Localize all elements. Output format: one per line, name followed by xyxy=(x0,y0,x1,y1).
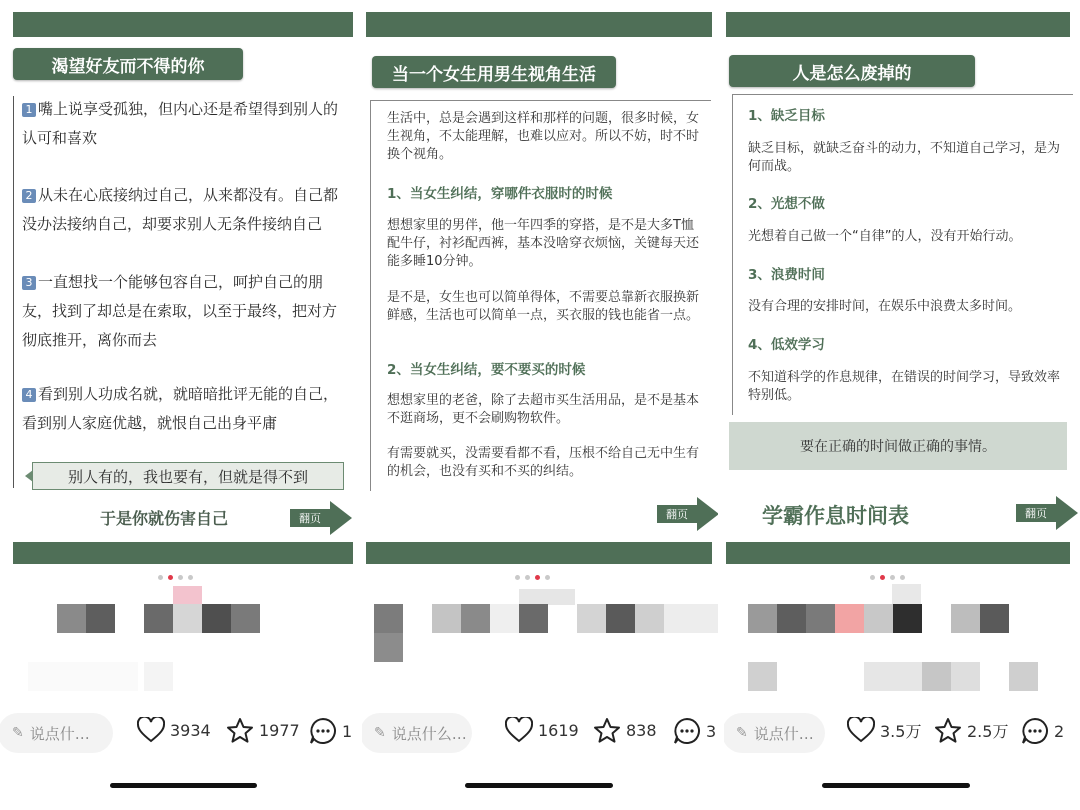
star-icon xyxy=(593,717,621,744)
post-title: 人是怎么废掉的 xyxy=(729,55,975,87)
number-badge: 4 xyxy=(22,388,36,402)
section-text: 没有合理的安排时间，在娱乐中浪费太多时间。 xyxy=(748,299,1022,314)
comment-count: 2 xyxy=(1054,721,1065,741)
comment-button[interactable] xyxy=(309,717,352,745)
number-badge: 1 xyxy=(22,103,36,117)
post-title: 当一个女生用男生视角生活 xyxy=(372,56,616,88)
pencil-icon: ✎ xyxy=(736,725,748,741)
comment-input[interactable] xyxy=(724,713,825,753)
favorite-button[interactable] xyxy=(593,717,657,744)
carousel-dots xyxy=(158,575,193,580)
section-heading: 2、当女生纠结，要不要买的时候 xyxy=(387,362,586,378)
post-panel-3 xyxy=(724,0,1080,810)
paragraph-line: 看到别人功成名就，就暗暗批评无能的自己， xyxy=(38,385,339,403)
header-bar xyxy=(366,12,712,37)
carousel-dot[interactable] xyxy=(158,575,163,580)
flip-page-button[interactable] xyxy=(657,497,718,531)
paragraph-line: 彻底推开，离你而去 xyxy=(22,331,158,349)
carousel-dot[interactable] xyxy=(890,575,895,580)
star-icon xyxy=(934,717,962,744)
footer-bar xyxy=(13,542,353,564)
carousel-dot[interactable] xyxy=(178,575,183,580)
section-heading: 2、光想不做 xyxy=(748,196,825,212)
section-heading: 1、当女生纠结，穿哪件衣服时的时候 xyxy=(387,186,613,202)
favorite-count: 1977 xyxy=(259,721,300,740)
heart-icon xyxy=(847,717,875,743)
favorite-button[interactable] xyxy=(934,717,1008,744)
quote-callout: 别人有的，我也要有，但就是得不到 xyxy=(32,462,344,490)
highlight-banner: 要在正确的时间做正确的事情。 xyxy=(729,422,1067,470)
paragraph-line: 没办法接纳自己，却要求别人无条件接纳自己 xyxy=(22,215,323,233)
home-indicator[interactable] xyxy=(822,783,970,788)
carousel-dot[interactable] xyxy=(515,575,520,580)
flip-page-button[interactable] xyxy=(290,501,354,535)
home-indicator[interactable] xyxy=(465,783,613,788)
comment-icon xyxy=(309,717,337,745)
flip-label: 翻页 xyxy=(290,509,330,527)
comment-placeholder: 说点什… xyxy=(753,724,814,743)
carousel-dot[interactable] xyxy=(525,575,530,580)
section-text: 光想着自己做一个“自律”的人，没有开始行动。 xyxy=(748,229,1022,244)
post-title: 渴望好友而不得的你 xyxy=(13,48,243,80)
comment-input[interactable] xyxy=(0,713,113,753)
footer-bar xyxy=(726,542,1070,564)
arrow-right-icon xyxy=(697,497,718,531)
comment-input[interactable] xyxy=(362,713,472,753)
intro-text: 生活中，总是会遇到这样和那样的问题，很多时候，女生视角，不太能理解，也难以应对。所以不妨，时不时换个视角。 xyxy=(387,111,700,162)
paragraph-line: 看到别人家庭优越，就恨自己出身平庸 xyxy=(22,414,278,432)
pencil-icon: ✎ xyxy=(374,725,386,741)
carousel-dots xyxy=(870,575,905,580)
heart-icon xyxy=(137,717,165,743)
section-text: 缺乏目标，就缺乏奋斗的动力，不知道自己学习，是为何而战。 xyxy=(748,141,1061,174)
carousel-dot[interactable] xyxy=(870,575,875,580)
comment-placeholder: 说点什么… xyxy=(391,724,467,743)
post-panel-2 xyxy=(362,0,718,810)
paragraph xyxy=(22,380,356,438)
section-text: 不知道科学的作息规律，在错误的时间学习，导致效率特别低。 xyxy=(748,370,1061,403)
comment-placeholder: 说点什… xyxy=(29,724,90,743)
like-button[interactable] xyxy=(137,717,211,743)
paragraph-line: 从未在心底接纳过自己，从来都没有。自己都 xyxy=(38,186,339,204)
section-heading: 4、低效学习 xyxy=(748,337,825,353)
comment-count: 1 xyxy=(342,721,353,741)
paragraph xyxy=(22,95,356,153)
favorite-count: 838 xyxy=(626,721,657,740)
paragraph-line: 认可和喜欢 xyxy=(22,129,98,147)
paragraph-line: 一直想找一个能够包容自己，呵护自己的朋 xyxy=(38,273,324,291)
comment-button[interactable] xyxy=(1021,717,1064,745)
carousel-dots xyxy=(515,575,550,580)
comment-icon xyxy=(673,717,701,745)
like-button[interactable] xyxy=(505,717,579,743)
comment-button[interactable] xyxy=(673,717,716,745)
arrow-right-icon xyxy=(1056,496,1078,530)
carousel-dot[interactable] xyxy=(900,575,905,580)
paragraph xyxy=(22,181,356,239)
carousel-dot-active[interactable] xyxy=(168,575,173,580)
like-button[interactable] xyxy=(847,717,921,743)
post-panel-1 xyxy=(0,0,356,810)
favorite-button[interactable] xyxy=(226,717,300,744)
flip-label: 翻页 xyxy=(1016,504,1056,522)
flip-page-button[interactable] xyxy=(1016,496,1080,530)
comment-count: 3 xyxy=(706,721,717,741)
footer-bar xyxy=(366,542,712,564)
section-heading: 3、浪费时间 xyxy=(748,267,825,283)
number-badge: 2 xyxy=(22,189,36,203)
section-text: 是不是，女生也可以简单得体，不需要总靠新衣服换新鲜感，生活也可以简单一点，买衣服的钱也能省一点。 xyxy=(387,290,700,323)
comment-icon xyxy=(1021,717,1049,745)
divider xyxy=(13,96,14,488)
subtext: 于是你就伤害自己 xyxy=(100,509,229,528)
carousel-dot-active[interactable] xyxy=(535,575,540,580)
paragraph-line: 嘴上说享受孤独，但内心还是希望得到别人的 xyxy=(38,100,339,118)
paragraph-line: 友，找到了却总是在索取，以至于最终，把对方 xyxy=(22,302,338,320)
like-count: 3934 xyxy=(170,720,211,740)
header-bar xyxy=(13,12,353,37)
section-heading: 1、缺乏目标 xyxy=(748,108,825,124)
star-icon xyxy=(226,717,254,744)
arrow-right-icon xyxy=(330,501,352,535)
header-bar xyxy=(726,12,1070,37)
like-count: 3.5万 xyxy=(880,721,922,741)
section-text: 想想家里的男伴，他一年四季的穿搭，是不是大多T恤配牛仔，衬衫配西裤，基本没啥穿衣烦恼，关键每天还能多睡10分钟。 xyxy=(387,218,700,269)
next-page-title: 学霸作息时间表 xyxy=(762,504,909,528)
section-text: 有需要就买，没需要看都不看，压根不给自己无中生有的机会，也没有买和不买的纠结。 xyxy=(387,446,700,479)
section-text: 想想家里的老爸，除了去超市买生活用品，是不是基本不逛商场，更不会刷购物软件。 xyxy=(387,393,700,426)
number-badge: 3 xyxy=(22,276,36,290)
carousel-dot[interactable] xyxy=(188,575,193,580)
like-count: 1619 xyxy=(538,720,579,740)
heart-icon xyxy=(505,717,533,743)
carousel-dot-active[interactable] xyxy=(880,575,885,580)
carousel-dot[interactable] xyxy=(545,575,550,580)
pencil-icon: ✎ xyxy=(12,725,24,741)
home-indicator[interactable] xyxy=(110,783,257,788)
favorite-count: 2.5万 xyxy=(967,722,1009,741)
flip-label: 翻页 xyxy=(657,505,697,523)
paragraph xyxy=(22,268,356,355)
